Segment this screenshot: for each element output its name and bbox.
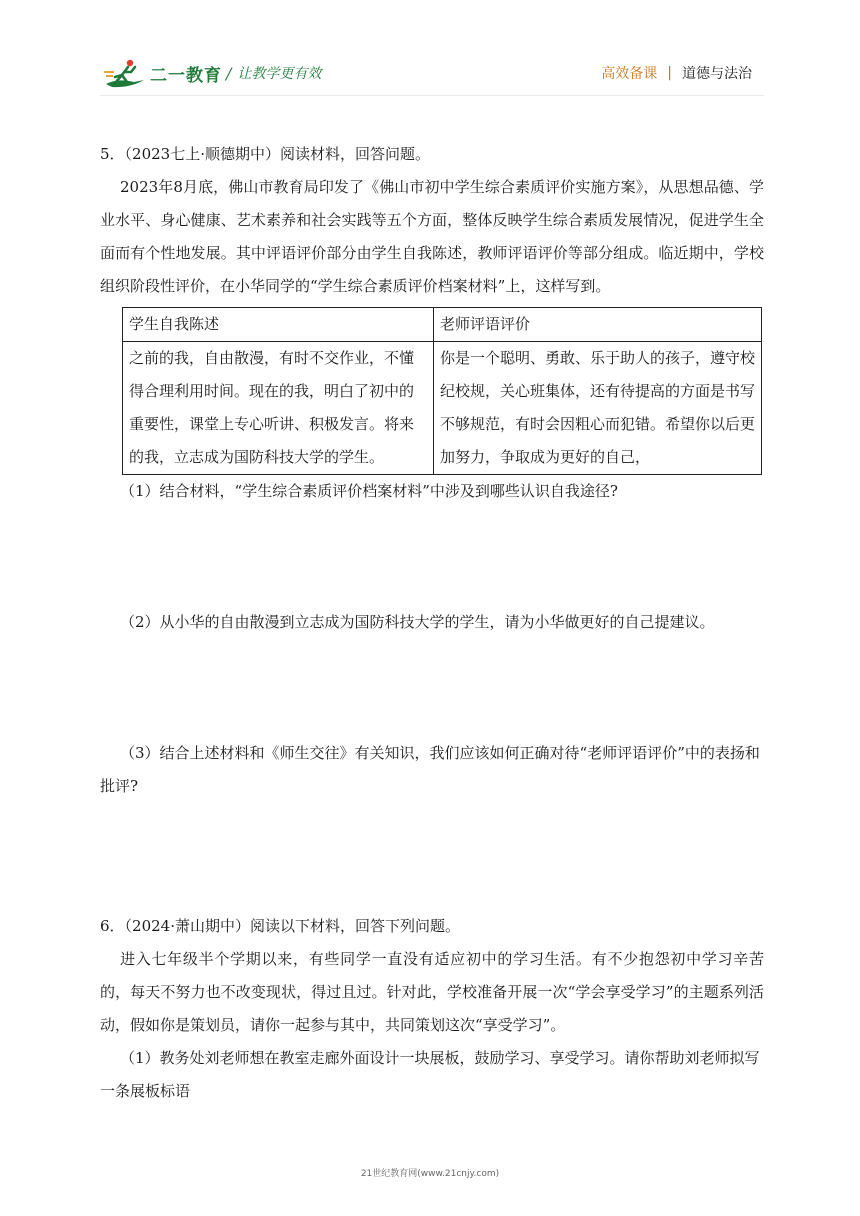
brand-slash: / — [226, 63, 232, 83]
question-5-sub-3: （3）结合上述材料和《师生交往》有关知识，我们应该如何正确对待“老师评语评价”中的表扬和批评? — [100, 744, 760, 795]
header-divider — [100, 95, 764, 96]
header-separator: | — [667, 65, 672, 81]
logo — [104, 58, 321, 88]
question-6-material: 进入七年级半个学期以来，有些同学一直没有适应初中的学习生活。有不少抱怨初中学习辛苦的，每天不努力也不改变现状，得过且过。针对此，学校准备开展一次“学会享受学习”的主题系列活动，假如你是策划员，请你一起参与其中，共同策划这次“享受学习”。 — [100, 950, 764, 1034]
table-cell-teacher: 你是一个聪明、勇敢、乐于助人的孩子，遵守校纪校规，关心班集体，还有待提高的方面是书写不够规范，有时会因粗心而犯错。希望你以后更加努力，争取成为更好的自己， — [434, 342, 762, 475]
document-body — [100, 138, 764, 1108]
question-6-sub-1: （1）教务处刘老师想在教室走廊外面设计一块展板，鼓励学习、享受学习。请你帮助刘老师拟写一条展板标语 — [100, 1049, 760, 1100]
brand-slogan: 让教学更有效 — [237, 66, 322, 82]
runner-logo-icon — [104, 58, 148, 88]
header-subject — [601, 63, 752, 83]
question-5-material: 2023年8月底，佛山市教育局印发了《佛山市初中学生综合素质评价实施方案》，从思想品德、学业水平、身心健康、艺术素养和社会实践等五个方面，整体反映学生综合素质发展情况，促进学生全面而有个性地发展。其中评语评价部分由学生自我陈述，教师评语评价等部分组成。临近期中，学校组织阶段性评价，在小华同学的“学生综合素质评价档案材料”上，这样写到。 — [100, 178, 764, 295]
question-5-title: 5．（2023七上·顺德期中）阅读材料，回答问题。 — [100, 145, 430, 163]
table-cell-self: 之前的我，自由散漫，有时不交作业，不懂得合理利用时间。现在的我，明白了初中的重要性，课堂上专心听讲、积极发言。将来的我，立志成为国防科技大学的学生。 — [123, 342, 434, 475]
question-6-title: 6．（2024·萧山期中）阅读以下材料，回答下列问题。 — [100, 917, 460, 935]
table-header-self: 学生自我陈述 — [123, 308, 434, 342]
header-course: 道德与法治 — [682, 66, 752, 82]
brand-name: 二一教育 — [150, 65, 222, 86]
answer-space — [100, 803, 764, 910]
page-footer: 21世纪教育网(www.21cnjy.com) — [360, 1169, 500, 1179]
table-header-teacher: 老师评语评价 — [434, 308, 762, 342]
header-category: 高效备课 — [601, 66, 658, 82]
answer-space — [100, 639, 764, 737]
evaluation-table — [122, 307, 762, 475]
question-5-sub-1: （1）结合材料，“学生综合素质评价档案材料”中涉及到哪些认识自我途径? — [120, 482, 618, 500]
page-header — [0, 0, 860, 100]
table-row — [123, 342, 762, 475]
table-header-row — [123, 308, 762, 342]
question-5-sub-2: （2）从小华的自由散漫到立志成为国防科技大学的学生，请为小华做更好的自己提建议。 — [120, 613, 715, 631]
answer-space — [100, 508, 764, 606]
